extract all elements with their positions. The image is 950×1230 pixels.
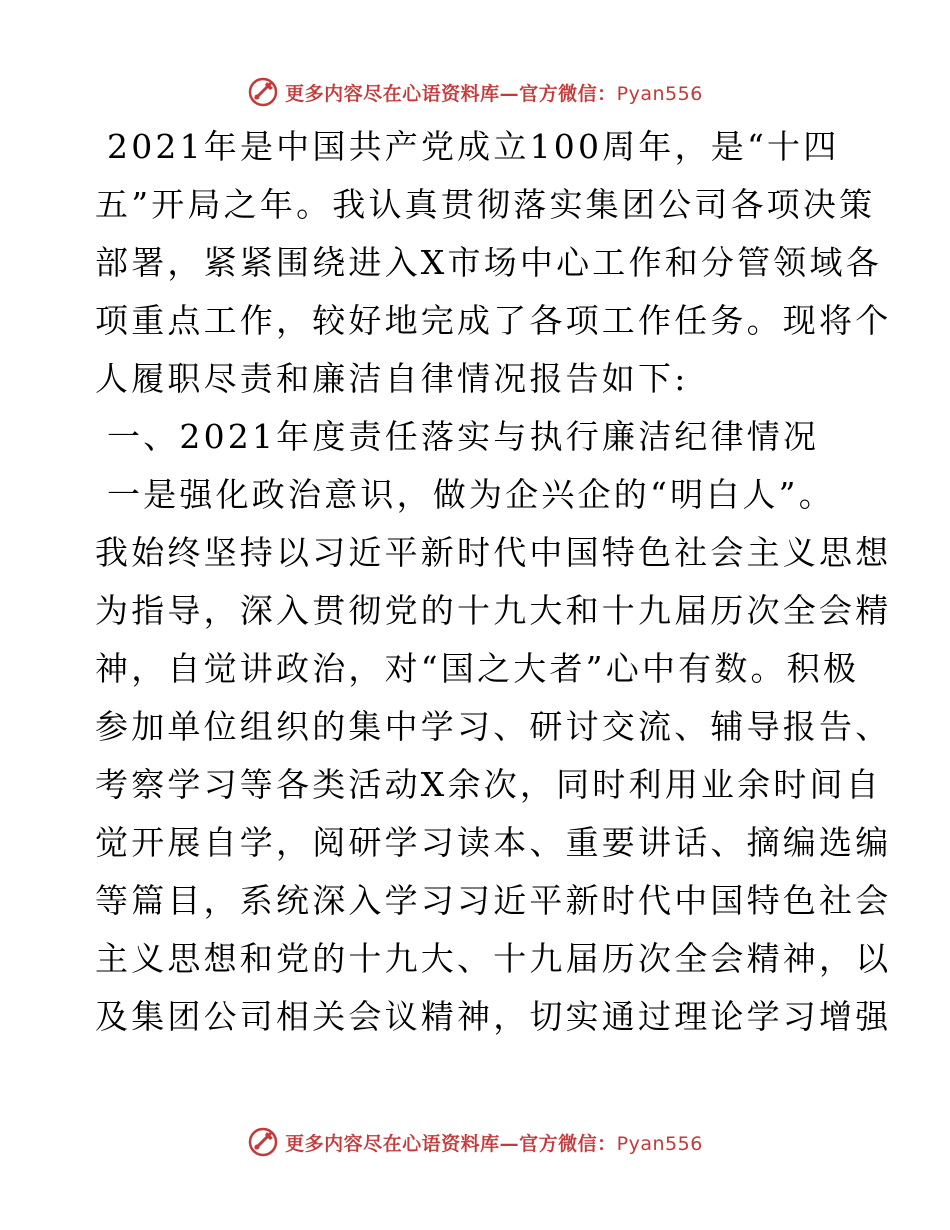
body-line-4: 项重点工作，较好地完成了各项工作任务。现将个 [95, 301, 892, 340]
body-line-9: 为指导，深入贯彻党的十九大和十九届历次全会精 [95, 591, 892, 630]
body-line-11: 参加单位组织的集中学习、研讨交流、辅导报告、 [95, 707, 892, 746]
body-line-2: 五”开局之年。我认真贯彻落实集团公司各项决策 [95, 185, 876, 224]
header-watermark-banner [0, 72, 950, 112]
footer-watermark-banner [0, 1122, 950, 1162]
body-line-16: 及集团公司相关会议精神，切实通过理论学习增强 [95, 997, 892, 1036]
body-line-8: 我始终坚持以习近平新时代中国特色社会主义思想 [95, 533, 892, 572]
document-body [95, 118, 892, 1046]
body-line-3: 部署，紧紧围绕进入X市场中心工作和分管领域各 [95, 243, 882, 282]
body-line-5: 人履职尽责和廉洁自律情况报告如下: [95, 359, 689, 398]
section-heading-1: 一、2021年度责任落实与执行廉洁纪律情况 [107, 417, 820, 456]
body-line-14: 等篇目，系统深入学习习近平新时代中国特色社会 [95, 881, 892, 920]
body-line-10: 神，自觉讲政治，对“国之大者”心中有数。积极 [95, 649, 860, 688]
footer-banner-wechat-id: Pyan556 [616, 1132, 703, 1155]
header-banner-text: 更多内容尽在心语资料库—官方微信：Pyan556 [285, 82, 703, 105]
subsection-heading-1: 一是强化政治意识，做为企兴企的“明白人”。 [107, 475, 835, 514]
header-banner-wechat-id: Pyan556 [616, 82, 703, 105]
logo-icon [247, 1126, 279, 1158]
body-line-1: 2021年是中国共产党成立100周年，是“十四 [107, 127, 840, 166]
body-line-13: 觉开展自学，阅研学习读本、重要讲话、摘编选编 [95, 823, 892, 862]
body-line-12: 考察学习等各类活动X余次，同时利用业余时间自 [95, 765, 882, 804]
footer-banner-text: 更多内容尽在心语资料库—官方微信：Pyan556 [285, 1132, 703, 1155]
logo-icon [247, 76, 279, 108]
body-line-15: 主义思想和党的十九大、十九届历次全会精神，以 [95, 939, 892, 978]
